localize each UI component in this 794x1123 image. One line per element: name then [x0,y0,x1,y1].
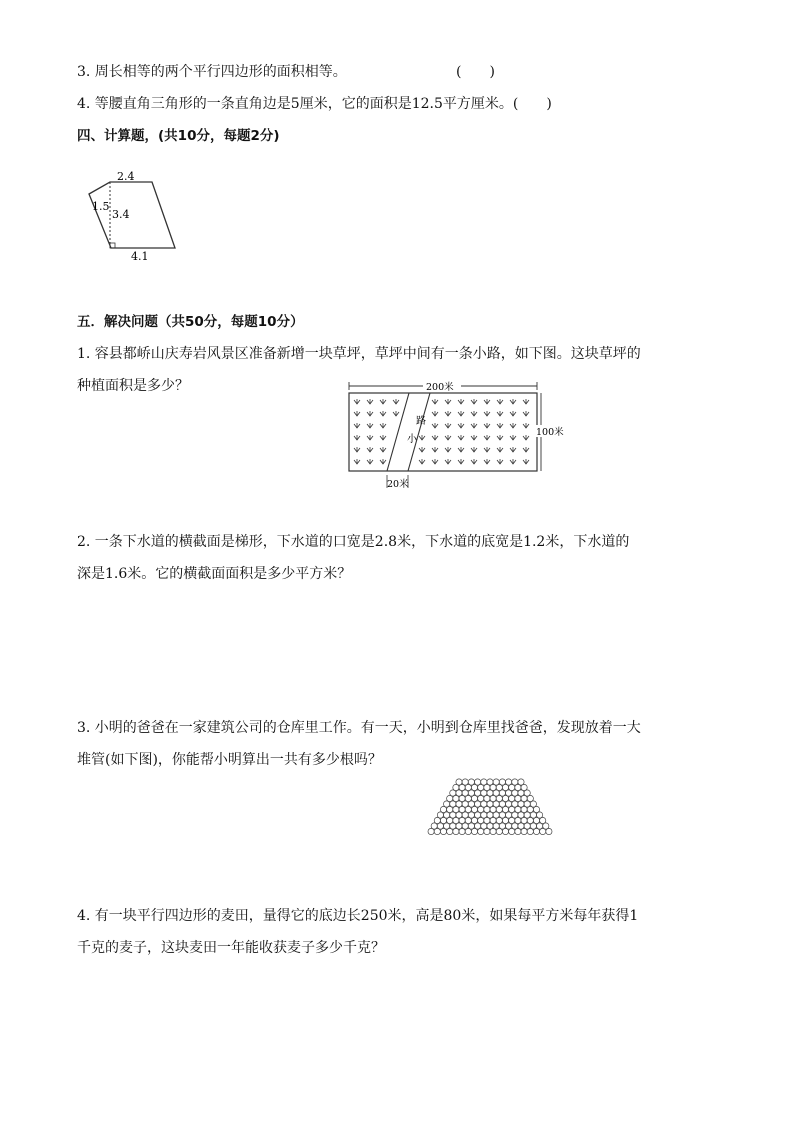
pipe-circle [440,806,446,812]
pipe-circle [509,784,515,790]
grass-mark [367,459,373,464]
pipe-circle [468,801,474,807]
grass-mark [393,399,399,404]
pipe-circle [475,823,481,829]
grass-mark [367,435,373,440]
pipe-circle [462,779,468,785]
pipe-circle [512,801,518,807]
pipe-circle [512,812,518,818]
grass-mark [471,447,477,452]
pipe-circle [512,790,518,796]
grass-mark [419,459,425,464]
pipe-circle [524,790,530,796]
problem2-line2: 深是1.6米。它的横截面面积是多少平方米？ [77,566,352,582]
grass-mark [523,435,529,440]
pipe-circle [478,828,484,834]
pipe-circle [512,823,518,829]
pipe-circle [456,790,462,796]
pipe-circle [530,823,536,829]
judge-q4: 4. 等腰直角三角形的一条直角边是5厘米，它的面积是12.5平方厘米。( ) [77,96,552,112]
pipe-circle [546,828,552,834]
grass-mark [432,399,438,404]
pipe-circle [530,801,536,807]
pipe-circle [453,828,459,834]
grass-mark [523,423,529,428]
pipe-circle [515,784,521,790]
pipe-circle [434,817,440,823]
judge-q3-text: 3. 周长相等的两个平行四边形的面积相等。 [77,64,347,80]
judge-q3-blank: ( ) [456,64,495,80]
grass-mark [484,423,490,428]
pipe-circle [481,812,487,818]
pipe-circle [496,817,502,823]
grass-mark [445,435,451,440]
pipe-circle [484,795,490,801]
grass-mark [471,399,477,404]
pipe-circle [453,817,459,823]
pipe-circle [453,795,459,801]
pipe-circle [437,812,443,818]
pipe-circle [487,812,493,818]
pipe-circle [499,812,505,818]
pipe-circle [490,817,496,823]
grass-mark [471,411,477,416]
pipe-circle [468,823,474,829]
grass-mark [445,459,451,464]
section5-title: 五．解决问题（共50分，每题10分） [77,314,304,330]
pipe-circle [471,806,477,812]
pipe-circle [515,817,521,823]
pipe-circle [533,817,539,823]
pipe-circle [431,823,437,829]
pipe-circle [456,779,462,785]
grass-mark [432,447,438,452]
pipe-circle [453,806,459,812]
pipe-circle [493,790,499,796]
pipe-circle [518,823,524,829]
pipe-circle [518,801,524,807]
grass-mark [510,447,516,452]
pipe-circle [515,795,521,801]
pipe-circle [506,779,512,785]
grass-mark [497,411,503,416]
grass-mark [432,435,438,440]
lawn-figure [343,380,568,492]
pipe-circle [506,823,512,829]
pipe-circle [481,801,487,807]
pipe-circle [540,817,546,823]
pipe-circle [506,812,512,818]
pipe-circle [487,823,493,829]
pipe-circle [440,817,446,823]
pipe-circle [499,801,505,807]
pipe-circle [502,795,508,801]
grass-mark [354,435,360,440]
pipe-circle [468,779,474,785]
pipe-circle [518,779,524,785]
grass-mark [432,411,438,416]
grass-mark [367,423,373,428]
road-width-label: 20米 [387,479,409,490]
pipe-circle [447,817,453,823]
problem3-line1: 3. 小明的爸爸在一家建筑公司的仓库里工作。有一天，小明到仓库里找爸爸，发现放着一大 [77,720,641,736]
pipe-circle [447,795,453,801]
pipe-circle [518,812,524,818]
pipe-circle [456,812,462,818]
section4-title: 四、计算题，(共10分，每题2分) [77,128,280,144]
pipe-circle [478,806,484,812]
grass-mark [497,459,503,464]
pipe-circle [465,817,471,823]
pipe-circle [447,806,453,812]
grass-mark [380,435,386,440]
label-height: 3.4 [112,208,130,221]
pipe-circle [459,795,465,801]
pipe-circle [447,828,453,834]
pipe-circle [468,812,474,818]
grass-mark [484,447,490,452]
pipe-circle [509,795,515,801]
grass-mark [471,459,477,464]
pipe-circle [459,806,465,812]
pipe-circle [524,812,530,818]
pipe-circle [462,812,468,818]
pipe-circle [471,817,477,823]
grass-mark [458,411,464,416]
trapezoid-figure [80,164,190,264]
grass-mark [523,459,529,464]
grass-mark [445,423,451,428]
pipe-circle [537,812,543,818]
problem4-line1: 4. 有一块平行四边形的麦田，量得它的底边长250米，高是80米，如果每平方米每年获得1 [77,908,639,924]
pipe-circle [493,823,499,829]
pipe-circle [481,790,487,796]
lawn-height-label: 100米 [536,427,564,438]
pipe-circle [499,779,505,785]
grass-mark [510,423,516,428]
pipe-circle [527,795,533,801]
pipe-circle [475,812,481,818]
lawn-width-label: 200米 [426,382,454,393]
pipe-circle [462,801,468,807]
pipe-circle [530,812,536,818]
problem2-line1: 2. 一条下水道的横截面是梯形，下水道的口宽是2.8米，下水道的底宽是1.2米，下水道的 [77,534,630,550]
grass-mark [523,447,529,452]
pipe-circle [481,823,487,829]
grass-mark [458,423,464,428]
label-bottom: 4.1 [131,250,149,263]
grass-mark [419,447,425,452]
pipe-circle [502,806,508,812]
grass-mark [354,447,360,452]
pipe-circle [490,828,496,834]
grass-mark [523,399,529,404]
trapezoid-shape [89,182,175,248]
pipe-circle [450,812,456,818]
grass-mark [510,399,516,404]
pipe-circle [527,806,533,812]
pipe-circle [459,784,465,790]
pipe-circle [450,790,456,796]
pipe-circle [518,790,524,796]
lawn-rect [349,393,537,471]
pipe-circle [471,795,477,801]
pipe-circle [444,812,450,818]
pipe-circle [499,823,505,829]
pipe-circle [506,790,512,796]
road-text-1: 小 [407,434,417,445]
label-side: 1.5 [92,200,110,213]
grass-mark [380,447,386,452]
pipe-circle [468,790,474,796]
pipe-circle [487,779,493,785]
grass-mark [484,459,490,464]
grass-mark [354,399,360,404]
pipe-circle [478,795,484,801]
pipe-circle [540,828,546,834]
pipe-circle [450,823,456,829]
pipe-circle [484,806,490,812]
grass-mark [393,411,399,416]
pipe-circle [533,806,539,812]
pipe-circle [481,779,487,785]
grass-mark [445,411,451,416]
pipe-circle [490,795,496,801]
pipe-circle [450,801,456,807]
grass-mark [497,435,503,440]
grass-mark [471,435,477,440]
pipe-circle [521,784,527,790]
pipe-circle [465,784,471,790]
pipe-circle [475,779,481,785]
pipe-circle [515,828,521,834]
pipe-circle [475,801,481,807]
problem4-line2: 千克的麦子，这块麦田一年能收获麦子多少千克？ [77,940,385,956]
pipe-circle [487,801,493,807]
pipe-circle [462,823,468,829]
pipe-circle [478,784,484,790]
judge-q3 [77,62,347,82]
pipe-circle [484,784,490,790]
grass-mark [523,411,529,416]
pipe-circle [484,817,490,823]
pipe-circle [515,806,521,812]
pipe-circle [509,817,515,823]
grass-mark [380,459,386,464]
pipe-circle [502,817,508,823]
grass-mark [445,399,451,404]
grass-mark [458,435,464,440]
pipe-circle [465,828,471,834]
grass-mark [497,399,503,404]
grass-mark [380,399,386,404]
pipe-stack-figure [425,778,555,840]
pipe-circle [521,795,527,801]
grass-mark [497,447,503,452]
pipe-circle [527,817,533,823]
pipe-circle [428,828,434,834]
pipe-circle [478,817,484,823]
grass-mark [471,423,477,428]
pipe-circle [496,806,502,812]
grass-mark [445,447,451,452]
pipe-circle [475,790,481,796]
pipe-circle [444,823,450,829]
problem1-line1: 1. 容县都峤山庆寿岩风景区准备新增一块草坪，草坪中间有一条小路，如下图。这块草坪的 [77,346,641,362]
pipe-circle [444,801,450,807]
grass-mark [458,447,464,452]
pipe-circle [521,828,527,834]
grass-mark [510,435,516,440]
grass-mark [354,459,360,464]
grass-mark [510,459,516,464]
pipe-circle [490,784,496,790]
grass-mark [484,399,490,404]
problem1-line2: 种植面积是多少？ [77,378,189,394]
grass-mark [484,411,490,416]
pipe-circle [465,795,471,801]
pipe-circle [440,828,446,834]
pipe-circle [521,817,527,823]
pipe-circle [471,784,477,790]
pipe-circle [453,784,459,790]
pipe-circle [502,784,508,790]
pipe-circle [543,823,549,829]
pipe-circle [490,806,496,812]
pipe-circle [533,828,539,834]
problem3-line2: 堆管(如下图)，你能帮小明算出一共有多少根吗？ [77,752,382,768]
pipe-circle [456,823,462,829]
grass-mark [510,411,516,416]
pipe-circle [465,806,471,812]
grass-mark [484,435,490,440]
grass-marks [354,399,529,464]
pipe-circle [496,795,502,801]
pipe-circle [506,801,512,807]
grass-mark [367,447,373,452]
pipe-circle [459,828,465,834]
grass-mark [458,399,464,404]
pipe-circle [484,828,490,834]
pipe-circle [521,806,527,812]
grass-mark [354,423,360,428]
pipe-circle [524,823,530,829]
pipe-circle [493,812,499,818]
pipe-circle [493,801,499,807]
grass-mark [367,411,373,416]
pipe-circle [434,828,440,834]
grass-mark [367,399,373,404]
pipe-circle [499,790,505,796]
grass-mark [380,423,386,428]
pipe-circle [487,790,493,796]
grass-mark [380,411,386,416]
grass-mark [419,435,425,440]
pipe-circle [496,828,502,834]
pipe-circle [493,779,499,785]
pipe-circle [471,828,477,834]
grass-mark [432,459,438,464]
pipe-circle [437,823,443,829]
pipe-circle [496,784,502,790]
pipe-circle [509,828,515,834]
pipe-circle [459,817,465,823]
grass-mark [354,411,360,416]
pipe-circle [456,801,462,807]
pipe-circle [502,828,508,834]
pipe-circle [524,801,530,807]
pipe-circle [509,806,515,812]
pipe-circle [527,828,533,834]
pipe-circle [537,823,543,829]
label-top: 2.4 [117,170,135,183]
pipe-circle [512,779,518,785]
road-text-2: 路 [416,416,426,427]
grass-mark [458,459,464,464]
grass-mark [432,423,438,428]
grass-mark [497,423,503,428]
pipe-circle [462,790,468,796]
